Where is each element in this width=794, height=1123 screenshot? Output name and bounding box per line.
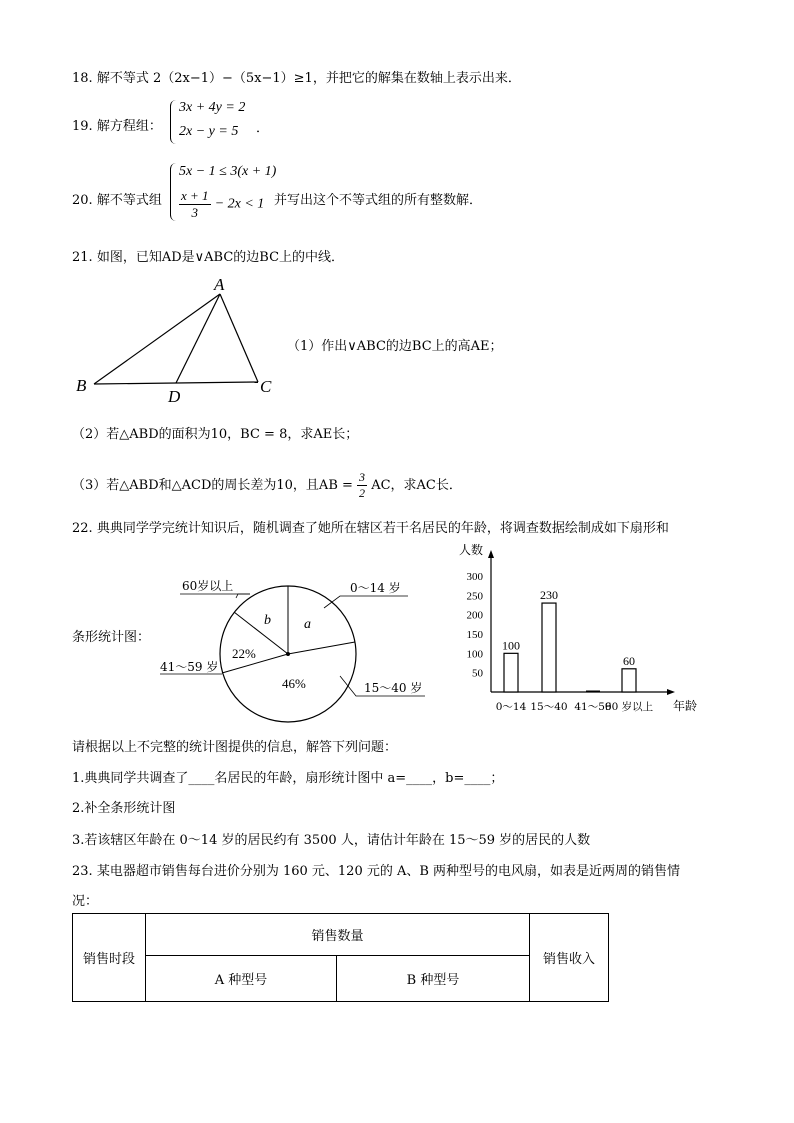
y-tick-label: 150 — [466, 629, 483, 641]
q21-part2: （2）若△ABD的面积为10，BC = 8，求AE长； — [72, 427, 359, 442]
q20-frac-den: 3 — [191, 205, 199, 220]
bar-ylabel: 人数 — [459, 543, 484, 557]
th-quantity: 销售数量 — [146, 914, 530, 956]
q21-part3-a: （3）若△ABD和△ACD的周长差为10，且AB = — [72, 478, 353, 493]
q22-text-cont: 条形统计图： — [72, 630, 151, 645]
q23-text-cont: 况： — [72, 894, 99, 909]
q20-ineq1: 5x − 1 ≤ 3(x + 1) — [179, 164, 277, 179]
y-tick-label: 100 — [466, 648, 483, 661]
q21-part3-b: AC，求AC长． — [371, 478, 462, 493]
pie-label-41-59: 41～59 岁 — [160, 660, 219, 674]
q19-text: 解方程组： — [96, 119, 162, 134]
bar-value-label: 60 — [623, 653, 635, 668]
q21-text: 如图，已知AD是∨ABC的边BC上的中线． — [96, 250, 345, 265]
q19-eq1: 3x + 4y = 2 — [179, 100, 246, 115]
pie-slice-a: a — [304, 617, 311, 632]
pie-pct-22: 22% — [232, 646, 256, 661]
y-tick-label: 250 — [466, 590, 483, 603]
q21 — [72, 246, 344, 265]
y-tick-label: 300 — [466, 571, 483, 583]
th-type-b: B 种型号 — [337, 956, 530, 1002]
pie-label-15-40: 15～40 岁 — [364, 681, 423, 695]
vertex-B: B — [76, 376, 87, 395]
q21-part3 — [72, 470, 462, 501]
q19-number: 19. — [72, 119, 93, 134]
q19-end: ． — [256, 121, 270, 136]
vertex-A: A — [214, 275, 225, 294]
x-category-label: 41～59 — [574, 701, 612, 713]
q20-frac-num: x + 1 — [181, 188, 209, 203]
q23-text: 某电器超市销售每台进价分别为 160 元、120 元的 A、B 两种型号的电风扇，如表是近两周的销售情 — [96, 864, 681, 879]
th-period: 销售时段 — [73, 914, 146, 1002]
vertex-C: C — [260, 377, 272, 396]
bar — [542, 603, 556, 692]
th-type-a: A 种型号 — [146, 956, 337, 1002]
pie-pct-46: 46% — [282, 676, 306, 691]
pie-label-0-14: 0～14 岁 — [350, 581, 401, 595]
q22-sub2: 2.补全条形统计图 — [72, 801, 176, 816]
q23 — [72, 860, 680, 879]
q19-eq2: 2x − y = 5 — [179, 124, 239, 139]
vertex-D: D — [168, 387, 181, 406]
q20-tail: 并写出这个不等式组的所有整数解． — [274, 193, 483, 208]
q18 — [72, 67, 521, 86]
q19 — [72, 115, 162, 134]
bar-value-label: 230 — [540, 588, 558, 603]
x-category-label: 15～40 — [530, 701, 568, 713]
q20-brace — [170, 163, 177, 221]
sales-table — [72, 913, 609, 1002]
triangle-figure — [70, 272, 290, 407]
th-income: 销售收入 — [530, 914, 609, 1002]
q20-number: 20. — [72, 193, 93, 208]
q19-brace — [170, 100, 177, 144]
q21-frac-den: 2 — [359, 486, 366, 500]
bar — [504, 653, 518, 692]
x-category-label: 60 岁以上 — [604, 701, 654, 713]
q22-prompt: 请根据以上不完整的统计图提供的信息，解答下列问题： — [72, 740, 398, 755]
q20-ineq2 — [179, 188, 264, 221]
q20-ineq2-rest: − 2x < 1 — [214, 196, 265, 212]
q21-number: 21. — [72, 250, 93, 265]
q18-text: 解不等式 2（2x−1）−（5x−1）≥1，并把它的解集在数轴上表示出来． — [96, 71, 521, 86]
q21-frac-num: 3 — [359, 470, 366, 484]
bar-chart — [445, 540, 705, 718]
q22 — [72, 517, 669, 536]
q20 — [72, 189, 162, 208]
q20-text: 解不等式组 — [96, 193, 162, 208]
q18-number: 18. — [72, 71, 93, 86]
pie-chart — [150, 568, 440, 728]
x-category-label: 0～14 — [495, 701, 527, 713]
pie-slice-b: b — [264, 613, 271, 628]
q23-number: 23. — [72, 864, 93, 879]
q22-sub3: 3.若该辖区年龄在 0～14 岁的居民约有 3500 人，请估计年龄在 15～59 岁的居民的人数 — [72, 833, 591, 848]
bar-value-label: 100 — [502, 638, 520, 653]
bar-xlabel: 年龄 — [673, 699, 698, 713]
q22-sub1: 1.典典同学共调查了____名居民的年龄，扇形统计图中 a=____，b=____； — [72, 771, 504, 786]
q22-number: 22. — [72, 521, 93, 536]
pie-label-60plus: 60岁以上 — [182, 579, 234, 593]
q21-part1: （1）作出∨ABC的边BC上的高AE； — [287, 339, 503, 354]
y-tick-label: 200 — [466, 609, 483, 622]
y-tick-label: 50 — [472, 667, 483, 680]
bar — [622, 669, 636, 692]
q22-text: 典典同学学完统计知识后，随机调查了她所在辖区若干名居民的年龄，将调查数据绘制成如下扇形和 — [96, 521, 669, 536]
